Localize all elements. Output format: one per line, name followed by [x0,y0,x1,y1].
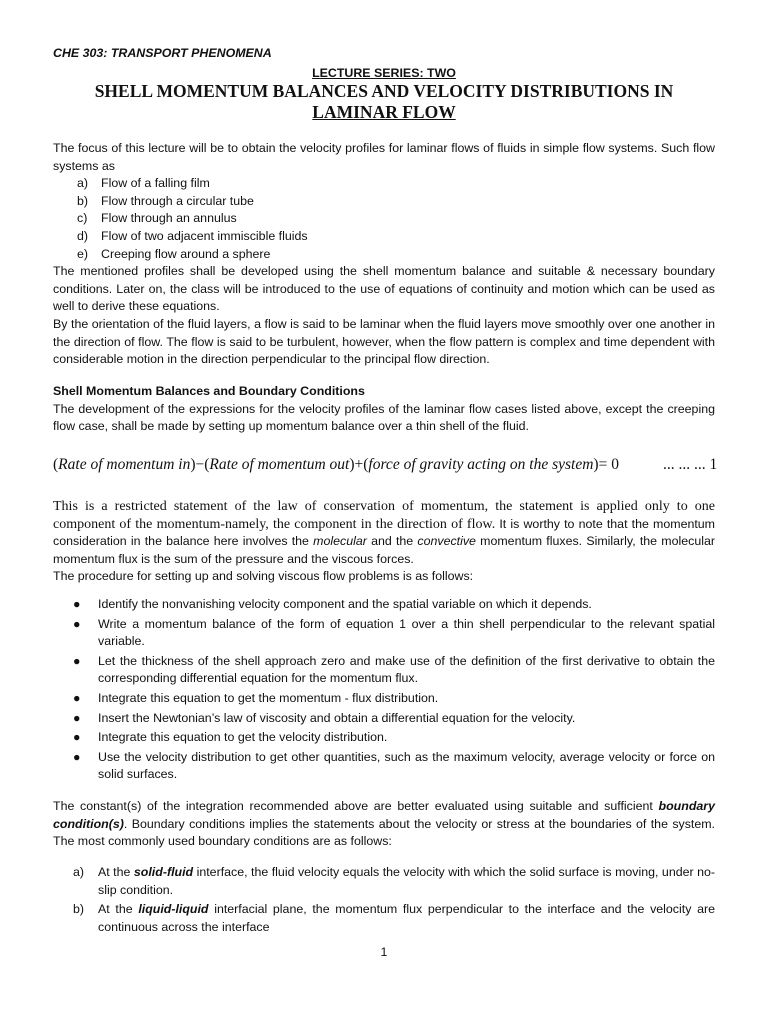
flow-systems-list [53,175,715,263]
title-line-2: LAMINAR FLOW [312,102,456,122]
intro-section [53,140,715,369]
conservation-paragraph: This is a restricted statement of the law of conservation of momentum, the statement is applied only to one component of the momentum-namely, the component in the direction of flow. It is worthy to note that the momentum consideration in the balance here involves the molecular and the convective momentum fluxes. Similarly, the molecular momentum flux is the sum of the pressure and the viscous forces. [53,499,716,566]
list-item: ● Integrate this equation to get the momentum - flux distribution. [73,690,439,705]
procedure-list [53,596,715,784]
boundary-conditions-section [53,798,715,851]
list-item: c) Flow through an annulus [77,211,237,226]
list-item: ● Let the thickness of the shell approach zero and make use of the definition of the first derivative to obtain the corresponding differential equation for the momentum flux. [73,653,715,686]
course-code: CHE 303: TRANSPORT PHENOMENA [53,46,272,60]
lecture-series: LECTURE SERIES: TWO [312,66,456,80]
list-item: a) Flow of a falling film [77,176,210,191]
procedure-intro: The procedure for setting up and solving viscous flow problems is as follows: [53,569,474,584]
list-item: d) Flow of two adjacent immiscible fluids [77,228,308,243]
intro-paragraph: The focus of this lecture will be to obtain the velocity profiles for laminar flows of fluids in simple flow systems. Such flow systems as [53,141,715,173]
shell-balance-section [53,383,715,436]
page-number: 1 [380,945,388,959]
list-item: ● Identify the nonvanishing velocity component and the spatial variable on which it depends. [73,597,592,611]
title-line-1: SHELL MOMENTUM BALANCES AND VELOCITY DISTRIBUTIONS IN [94,81,674,101]
section-paragraph: The development of the expressions for the velocity profiles of the laminar flow cases listed above, except the creeping flow case, shall be made by setting up momentum balance over a thin shell of the fluid. [53,401,715,434]
profiles-paragraph: The mentioned profiles shall be developed using the shell momentum balance and suitable & necessary boundary conditions. Later on, the class will be introduced to the use of equations of continuity and motion which can be used as well to derive these equations. [53,264,715,314]
conservation-section [53,498,715,586]
list-item: ● Use the velocity distribution to get other quantities, such as the maximum velocity, average velocity or force on solid surfaces. [73,749,715,782]
list-item: e) Creeping flow around a sphere [77,246,271,261]
momentum-balance-equation: (Rate of momentum in)−(Rate of momentum out)+(force of gravity acting on the system)= 0 ... ... ... 1 [53,456,718,473]
list-item: b) Flow through a circular tube [77,193,254,208]
list-item: ● Write a momentum balance of the form of equation 1 over a thin shell perpendicular to the relevant spatial variable. [73,616,715,649]
boundary-conditions-list [53,864,715,936]
procedure-section [53,596,715,786]
list-item: ● Integrate this equation to get the velocity distribution. [73,730,388,745]
page-title [60,81,708,123]
list-item: a) At the solid-fluid interface, the fluid velocity equals the velocity with which the solid surface is moving, under no-slip condition. [73,865,716,897]
laminar-definition-paragraph: By the orientation of the fluid layers, a flow is said to be laminar when the fluid layers move smoothly over one another in the direction of flow. The flow is said to be turbulent, however, when the flow pattern is complex and time dependent with considerable motion in the direction perpendicular to the principal flow direction. [53,316,715,367]
constants-paragraph: The constant(s) of the integration recommended above are better evaluated using suitable and sufficient boundary condition(s). Boundary conditions implies the statements about the velocity or stress at the boundaries of the system. The most commonly used boundary conditions are as follows: [53,799,715,849]
list-item: ● Insert the Newtonian’s law of viscosity and obtain a differential equation for the velocity. [73,710,576,725]
equation-number: ... ... ... 1 [663,456,718,473]
boundary-conditions-list-section [53,864,715,938]
list-item: b) At the liquid-liquid interfacial plane, the momentum flux perpendicular to the interface and the velocity are continuous across the interface [73,902,715,934]
section-heading: Shell Momentum Balances and Boundary Conditions [53,384,365,398]
